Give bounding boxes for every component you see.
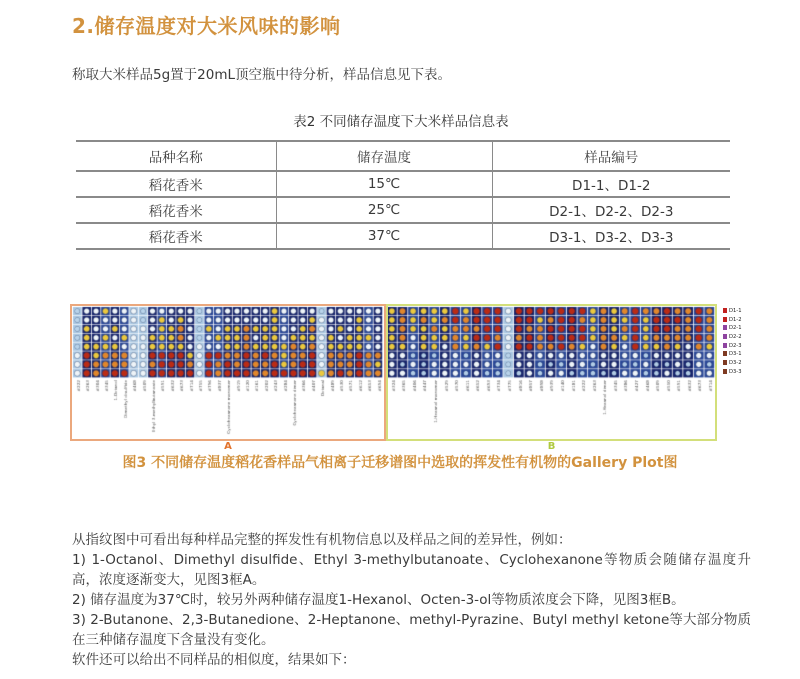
legend-entry <box>723 367 753 376</box>
table-cell: D3-1、D3-2、D3-3 <box>492 223 730 249</box>
legend-entry <box>723 323 753 332</box>
figure-caption: 图3 不同储存温度稻花香样品气相离子迁移谱图中选取的挥发性有机物的Gallery Plot图 <box>122 455 678 471</box>
legend-swatch-icon <box>723 360 727 365</box>
analysis-line: 2) 储存温度为37℃时，较另外两种储存温度1-Hexanol、Octen-3-ol等物质浓度会下降，见图3框B。 <box>72 592 685 608</box>
region-a-label: A <box>224 441 232 452</box>
column-header: 样品编号 <box>492 141 730 171</box>
table-cell: 稻花香米 <box>148 178 203 194</box>
table-cell: 稻花香米 <box>148 230 203 246</box>
table-row <box>76 197 730 223</box>
legend-label: D2-3 <box>729 342 742 348</box>
region-b-frame <box>386 304 717 441</box>
table-caption: 表2 不同储存温度下大米样品信息表 <box>293 114 509 130</box>
legend-entry <box>723 358 753 367</box>
legend-entry <box>723 332 753 341</box>
legend-swatch-icon <box>723 334 727 339</box>
legend-swatch-icon <box>723 325 727 330</box>
table-cell: 37℃ <box>276 223 492 249</box>
section-heading: 2.储存温度对大米风味的影响 <box>72 14 341 38</box>
legend-entry <box>723 349 753 358</box>
legend-swatch-icon <box>723 308 727 313</box>
table-header-row <box>76 141 730 171</box>
legend-swatch-icon <box>723 343 727 348</box>
analysis-line: 从指纹图中可看出每种样品完整的挥发性有机物信息以及样品之间的差异性，例如： <box>72 532 572 548</box>
legend-entry <box>723 315 753 324</box>
legend-swatch-icon <box>723 369 727 374</box>
table-cell: D1-1、D1-2 <box>492 171 730 197</box>
legend-label: D3-2 <box>729 359 742 366</box>
heatmap-legend <box>723 306 753 376</box>
legend-swatch-icon <box>723 317 727 322</box>
analysis-text <box>72 530 751 670</box>
analysis-line: 软件还可以给出不同样品的相似度，结果如下： <box>72 652 356 668</box>
gallery-plot-figure <box>70 304 770 456</box>
region-b-label: B <box>547 441 556 452</box>
region-a-frame <box>70 304 386 441</box>
legend-label: D3-1 <box>729 350 742 357</box>
legend-entry <box>723 306 753 315</box>
legend-entry <box>723 341 753 350</box>
table-cell: 15℃ <box>276 171 492 197</box>
column-header: 品种名称 <box>148 150 203 166</box>
table-row <box>76 223 730 249</box>
legend-label: D1-1 <box>729 307 742 314</box>
analysis-line: 1) 1-Octanol、Dimethyl disulfide、Ethyl 3-methylbutanoate、Cyclohexanone等物质会随储存温度升高，浓度逐渐变大，见图3框A。 <box>72 552 751 588</box>
legend-label: D2-1 <box>729 324 742 331</box>
sample-table <box>76 140 730 250</box>
legend-label: D3-3 <box>729 368 742 375</box>
table-cell: 稻花香米 <box>148 204 203 220</box>
table-row <box>76 171 730 197</box>
legend-label: D1-2 <box>729 316 742 322</box>
table-cell: 25℃ <box>276 197 492 223</box>
legend-swatch-icon <box>723 351 727 356</box>
analysis-line: 3) 2-Butanone、2,3-Butanedione、2-Heptanone、methyl-Pyrazine、Butyl methyl ketone等大部分物质在三种储存温度下含量没有变化。 <box>72 612 751 648</box>
legend-label: D2-2 <box>729 333 742 340</box>
column-header: 储存温度 <box>276 141 492 171</box>
intro-paragraph: 称取大米样品5g置于20mL顶空瓶中待分析，样品信息见下表。 <box>72 67 452 83</box>
table-cell: D2-1、D2-2、D2-3 <box>492 197 730 223</box>
table-body <box>76 171 730 249</box>
